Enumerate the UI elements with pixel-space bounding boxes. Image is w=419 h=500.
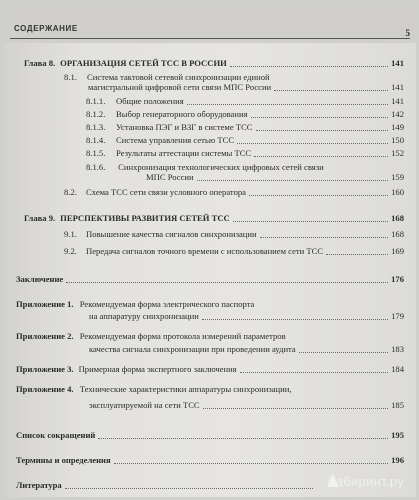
page-ref: 150 <box>391 135 404 145</box>
page-ref: 141 <box>391 58 404 68</box>
leader-dots <box>66 281 388 283</box>
toc-section-8-1-4 <box>86 136 404 145</box>
section-title: Повышение качества сигналов синхронизации <box>86 229 257 239</box>
leader-dots <box>240 371 388 373</box>
header-rule <box>10 38 410 39</box>
leader-dots <box>114 462 388 464</box>
chapter-title: ПЕРСПЕКТИВЫ РАЗВИТИЯ СЕТЕЙ ТСС <box>60 213 230 223</box>
toc-section-8-1-1 <box>86 97 404 106</box>
chapter-label: Глава 9. <box>24 213 56 223</box>
appendix-label: Приложение 2. <box>16 331 74 341</box>
toc-appendix-1-line1 <box>16 299 254 309</box>
toc-section-8-1-5 <box>86 149 404 158</box>
section-number: 8.1. <box>64 72 77 82</box>
section-title: Результаты аттестации системы ТСС <box>116 148 252 158</box>
section-number: 9.2. <box>64 246 77 256</box>
section-number: 8.1.3. <box>86 122 106 132</box>
page-ref: 152 <box>391 148 404 158</box>
page-ref: 195 <box>391 430 404 440</box>
section-title-line2: магистральной цифровой сети связи МПС России <box>88 82 272 92</box>
toc-abbreviations <box>16 431 404 440</box>
section-title: Передача сигналов точного времени с использованием сети ТСС <box>86 246 324 256</box>
entry-title: Термины и определения <box>16 455 111 465</box>
page-ref: 168 <box>391 213 404 223</box>
toc-appendix-1 <box>89 312 404 321</box>
toc-terms <box>16 456 404 465</box>
leader-dots <box>249 194 388 196</box>
appendix-label: Приложение 3. <box>16 364 74 374</box>
leader-dots <box>326 253 388 255</box>
toc-section-8-1-2 <box>86 110 404 119</box>
page-ref: 141 <box>391 82 404 92</box>
toc-section-8-1 <box>88 83 404 92</box>
watermark: Лабиринт.ру <box>326 474 404 489</box>
page-ref: 149 <box>391 122 404 132</box>
section-title-line1: Синхронизация технологических цифровых сетей связи <box>118 162 324 172</box>
header-title: СОДЕРЖАНИЕ <box>14 24 78 33</box>
page-ref: 169 <box>391 246 404 256</box>
toc-section-8-1-6 <box>146 173 404 182</box>
page-ref: 179 <box>391 311 404 321</box>
page-ref: 168 <box>391 229 404 239</box>
toc-literature <box>16 481 316 490</box>
toc-section-9-2 <box>64 247 404 256</box>
section-number: 8.1.4. <box>86 135 106 145</box>
toc-section-9-1 <box>64 230 404 239</box>
page-ref: 196 <box>391 455 404 465</box>
appendix-title-line2: на аппаратуру синхронизации <box>89 311 199 321</box>
toc-chapter-8 <box>24 59 404 68</box>
chapter-label: Глава 8. <box>24 58 56 68</box>
appendix-title-line1: Технические характеристики аппаратуры синхронизации, <box>79 384 292 394</box>
appendix-title: Примерная форма экспертного заключения <box>78 364 237 374</box>
section-title: Общие положения <box>116 96 184 106</box>
section-title-line2: МПС России <box>146 172 194 182</box>
appendix-title-line2: эксплуатируемой на сети ТСС <box>89 400 200 410</box>
section-title: Система управления сетью ТСС <box>116 135 235 145</box>
section-title: Выбор генераторного оборудования <box>116 109 248 119</box>
section-title: Установка ПЭГ и ВЗГ в системе ТСС <box>116 122 253 132</box>
page-ref: 185 <box>391 400 404 410</box>
toc-section-8-1-6-line1 <box>86 162 324 172</box>
toc-appendix-4 <box>89 401 404 410</box>
leader-dots <box>233 220 388 222</box>
toc-appendix-2 <box>89 345 404 354</box>
leader-dots <box>98 437 388 439</box>
appendix-title-line1: Рекомендуемая форма протокола измерений параметров <box>79 331 286 341</box>
section-title-line1: Система тактовой сетевой синхронизации единой <box>87 72 270 82</box>
section-number: 9.1. <box>64 229 77 239</box>
appendix-label: Приложение 4. <box>16 384 74 394</box>
appendix-title-line2: качества сигнала синхронизации при проведении аудита <box>89 344 296 354</box>
page-ref: 184 <box>391 364 404 374</box>
leader-dots <box>251 116 389 118</box>
entry-title: Заключение <box>16 274 64 284</box>
leader-dots <box>203 407 388 409</box>
leader-dots <box>299 351 388 353</box>
toc-appendix-2-line1 <box>16 331 286 341</box>
section-number: 8.1.2. <box>86 109 106 119</box>
appendix-title-line1: Рекомендуемая форма электрического паспорта <box>79 299 255 309</box>
toc-conclusion <box>16 275 404 284</box>
page-ref: 183 <box>391 344 404 354</box>
header-page-number: 5 <box>405 28 410 38</box>
leader-dots <box>230 65 388 67</box>
page-ref: 159 <box>391 172 404 182</box>
toc-section-8-1-3 <box>86 123 404 132</box>
toc-section-8-1-line1 <box>64 72 270 82</box>
leader-dots <box>202 318 388 320</box>
page-ref: 142 <box>391 109 404 119</box>
leader-dots <box>65 487 313 489</box>
leader-dots <box>260 236 389 238</box>
leader-dots <box>197 179 388 181</box>
leader-dots <box>254 155 388 157</box>
chapter-title: ОРГАНИЗАЦИЯ СЕТЕЙ ТСС В РОССИИ <box>60 58 227 68</box>
toc-appendix-4-line1 <box>16 384 292 394</box>
toc-chapter-9 <box>24 214 404 223</box>
appendix-label: Приложение 1. <box>16 299 74 309</box>
leader-dots <box>274 89 388 91</box>
leader-dots <box>187 103 388 105</box>
book-page <box>4 3 416 497</box>
toc-section-8-2 <box>64 188 404 197</box>
entry-title: Литература <box>16 480 62 490</box>
section-number: 8.2. <box>64 187 77 197</box>
leader-dots <box>256 129 389 131</box>
page-ref: 160 <box>391 187 404 197</box>
toc-appendix-3 <box>16 365 404 374</box>
section-number: 8.1.1. <box>86 96 106 106</box>
page-ref: 176 <box>391 274 404 284</box>
section-title: Схема ТСС сети связи условного оператора <box>86 187 246 197</box>
entry-title: Список сокращений <box>16 430 96 440</box>
page-ref: 141 <box>391 96 404 106</box>
page-header <box>4 3 416 43</box>
leader-dots <box>237 142 388 144</box>
section-number: 8.1.5. <box>86 148 106 158</box>
section-number: 8.1.6. <box>86 162 106 172</box>
